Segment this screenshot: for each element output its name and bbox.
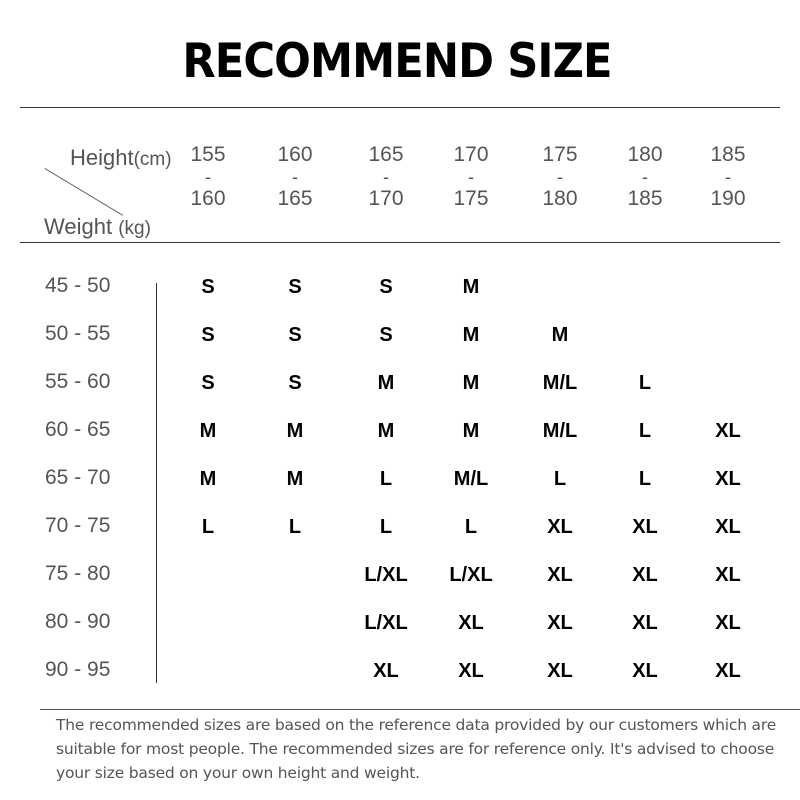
height-range-to: 185 (627, 187, 663, 210)
size-cell: S (379, 276, 393, 298)
size-cell: L/XL (364, 564, 408, 586)
weight-label-text: Weight (44, 214, 113, 239)
size-cell: L (553, 468, 567, 490)
height-range-from: 180 (627, 143, 663, 166)
height-range-to: 165 (277, 187, 313, 210)
height-range-to: 175 (453, 187, 489, 210)
height-unit: (cm) (133, 149, 172, 170)
size-cell: M (286, 420, 304, 442)
header-divider (20, 242, 780, 243)
size-cell: L (379, 468, 393, 490)
height-range-header (530, 144, 590, 210)
disclaimer-note: The recommended sizes are based on the reference data provided by our customers which are suitable for most people. The recommended sizes are for reference only. It's advised to choose your size based on your own height and weight. (56, 716, 777, 782)
weight-range-label: 80 - 90 (45, 610, 111, 633)
size-cell: XL (458, 660, 484, 682)
size-cell: XL (458, 612, 484, 634)
height-range-from: 160 (277, 143, 313, 166)
height-range-dash: - (468, 167, 474, 187)
height-range-header (178, 144, 238, 210)
size-cell: L (638, 372, 652, 394)
footer-divider (40, 709, 800, 710)
height-range-to: 170 (368, 187, 404, 210)
height-range-dash: - (205, 167, 211, 187)
size-cell: XL (547, 564, 573, 586)
height-range-to: 160 (190, 187, 226, 210)
size-cell: S (201, 372, 215, 394)
size-cell: S (288, 372, 302, 394)
size-cell: M (462, 276, 480, 298)
height-range-from: 185 (710, 143, 746, 166)
size-cell: M (377, 372, 395, 394)
height-range-to: 190 (710, 187, 746, 210)
height-label-text: Height (70, 145, 134, 170)
height-range-header (356, 144, 416, 210)
size-cell: L (379, 516, 393, 538)
size-cell: M/L (453, 468, 489, 490)
size-cell: XL (547, 516, 573, 538)
size-cell: XL (547, 660, 573, 682)
size-cell: M (199, 420, 217, 442)
weight-axis-label (44, 214, 151, 240)
size-cell: M (377, 420, 395, 442)
weight-range-label: 50 - 55 (45, 322, 111, 345)
height-range-dash: - (642, 167, 648, 187)
size-cell: L/XL (449, 564, 493, 586)
height-range-from: 175 (542, 143, 578, 166)
page-title: RECOMMEND SIZE (182, 34, 612, 89)
size-cell: XL (632, 660, 658, 682)
weight-range-label: 90 - 95 (45, 658, 111, 681)
weight-unit: (kg) (118, 218, 151, 239)
weight-range-label: 60 - 65 (45, 418, 111, 441)
size-cell: S (379, 324, 393, 346)
weight-range-label: 45 - 50 (45, 274, 111, 297)
height-range-header (698, 144, 758, 210)
size-cell: XL (715, 612, 741, 634)
weight-range-label: 55 - 60 (45, 370, 111, 393)
size-cell: XL (632, 516, 658, 538)
size-cell: S (201, 324, 215, 346)
height-range-header (265, 144, 325, 210)
size-cell: S (288, 276, 302, 298)
height-range-to: 180 (542, 187, 578, 210)
size-cell: XL (547, 612, 573, 634)
size-cell: M (462, 372, 480, 394)
size-cell: XL (715, 660, 741, 682)
weight-range-label: 75 - 80 (45, 562, 111, 585)
size-cell: XL (715, 516, 741, 538)
height-range-dash: - (292, 167, 298, 187)
size-cell: XL (632, 612, 658, 634)
size-cell: XL (632, 564, 658, 586)
height-range-from: 155 (190, 143, 226, 166)
size-cell: M/L (542, 372, 578, 394)
size-cell: XL (373, 660, 399, 682)
height-axis-label (70, 145, 172, 171)
size-cell: M (551, 324, 569, 346)
size-cell: L (201, 516, 215, 538)
height-range-from: 165 (368, 143, 404, 166)
size-cell: L (638, 420, 652, 442)
height-range-dash: - (383, 167, 389, 187)
size-cell: S (288, 324, 302, 346)
size-cell: M (462, 420, 480, 442)
size-cell: XL (715, 420, 741, 442)
size-cell: L (288, 516, 302, 538)
size-cell: M (462, 324, 480, 346)
height-range-dash: - (557, 167, 563, 187)
height-range-header (441, 144, 501, 210)
size-cell: M (199, 468, 217, 490)
size-cell: L/XL (364, 612, 408, 634)
height-range-from: 170 (453, 143, 489, 166)
height-range-dash: - (725, 167, 731, 187)
size-cell: S (201, 276, 215, 298)
height-range-header (615, 144, 675, 210)
weight-column-divider (156, 283, 157, 683)
weight-range-label: 65 - 70 (45, 466, 111, 489)
size-cell: XL (715, 468, 741, 490)
top-divider (20, 107, 780, 108)
header-diagonal-divider (44, 168, 123, 216)
size-cell: M/L (542, 420, 578, 442)
weight-range-label: 70 - 75 (45, 514, 111, 537)
size-cell: L (464, 516, 478, 538)
size-cell: M (286, 468, 304, 490)
size-cell: XL (715, 564, 741, 586)
size-cell: L (638, 468, 652, 490)
